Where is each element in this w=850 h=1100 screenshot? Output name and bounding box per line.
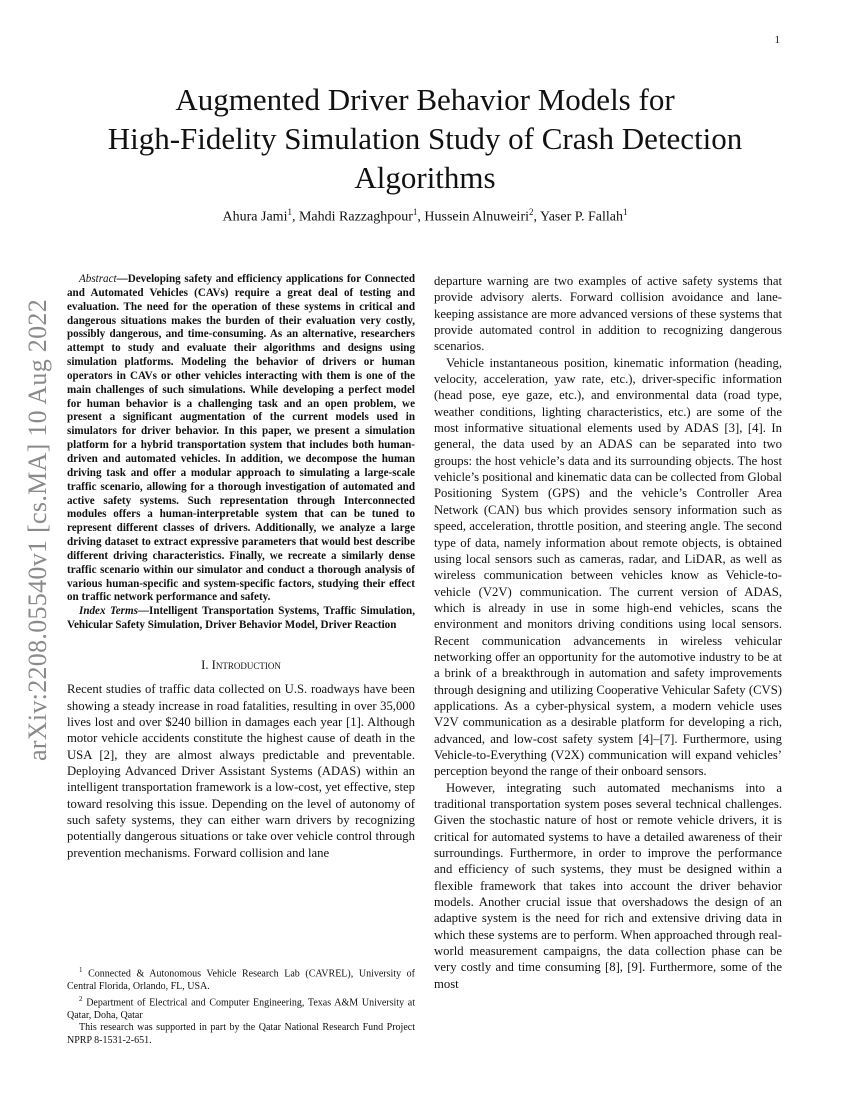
title-line: Augmented Driver Behavior Models for: [175, 82, 675, 117]
arxiv-identifier: arXiv:2208.05540v1 [cs.MA] 10 Aug 2022: [23, 298, 52, 762]
affiliation-mark: 2: [529, 207, 534, 217]
footnote-text: Connected & Autonomous Vehicle Research Lab (CAVREL), University of Central Florida, Orlando, FL, USA.: [67, 968, 415, 992]
footnote: [67, 964, 415, 993]
abstract-text: —Developing safety and efficiency applications for Connected and Automated Vehicles (CAVs) require a great deal of testing and evaluation. The need for the operation of these systems in critical and dangerous situations makes the burden of their evaluation very costly, possibly dangerous, and time-consuming. As an alternative, researchers attempt to study and evaluate their algorithms and designs using simulation platforms. Modeling the behavior of drivers or human operators in CAVs or other vehicles interacting with them is one of the main challenges of such simulations. While developing a perfect model for human behavior is a challenging task and an open problem, we present a significant augmentation of the current models used in simulators for driver behavior. In this paper, we present a simulation platform for a hybrid transportation system that includes both human-driven and automated vehicles. In addition, we decompose the human driving task and offer a modular approach to simulating a large-scale traffic scenario, allowing for a thorough investigation of automated and active safety systems. Such representation through Interconnected modules offers a human-interpretable system that can be tuned to represent different classes of drivers. Additionally, we analyze a large driving dataset to extract expressive parameters that would best describe different driving characteristics. Finally, we recreate a similarly dense traffic scenario within our simulator and conduct a thorough analysis of various human-specific and system-specific factors, studying their effect on traffic network performance and safety.: [67, 273, 415, 604]
body-paragraph: Recent studies of traffic data collected on U.S. roadways have been showing a steady increase in road fatalities, resulting in over 35,000 lives lost and over $240 billion in damages each year [1]. Although motor vehicle accidents constitute the highest cause of death in the USA [2], they are almost always predictable and preventable. Deploying Advanced Driver Assistant Systems (ADAS) within an intelligent transportation framework is a low-cost, yet effective, step toward resolving this issue. Depending on the level of autonomy of such safety systems, they can either warn drivers by recognizing potentially dangerous situations or take over vehicle control through prevention mechanisms. Forward collision and lane: [67, 682, 415, 860]
author-name: Ahura Jami: [222, 209, 288, 225]
title-line: Algorithms: [354, 160, 496, 195]
section-heading: [67, 657, 415, 673]
body-paragraph: departure warning are two examples of active safety systems that provide advisory alerts. Forward collision avoidance and lane-keeping assistance are more advanced versions of these systems that provide automated control in addition to recognizing dangerous scenarios.: [434, 274, 782, 354]
left-column: [67, 273, 415, 861]
index-terms: [67, 605, 415, 633]
footnote-text: Department of Electrical and Computer Engineering, Texas A&M University at Qatar, Doha, Qatar: [67, 997, 415, 1021]
author-list: Ahura Jami$^1$, Mahdi Razzaghpour$^1$, Hussein Alnuweiri$^2$, Yaser P. Fallah$^1$: [222, 207, 628, 225]
title-line: High-Fidelity Simulation Study of Crash Detection: [107, 121, 743, 156]
index-terms-label: Index Terms: [79, 605, 138, 618]
footnote: [67, 993, 415, 1022]
footnotes: [67, 964, 415, 1047]
section-title: Introduction: [211, 657, 281, 672]
affiliation-mark: 1: [287, 207, 292, 217]
affiliation-mark: 1: [622, 207, 628, 217]
body-paragraph: However, integrating such automated mechanisms into a traditional transportation system poses several technical challenges. Given the stochastic nature of host or remote vehicle drivers, it is critical for automated systems to have a detailed awareness of their surroundings. Furthermore, in order to improve the performance and efficiency of such systems, they must be designed within a flexible framework that takes into account the driver behavior models. Another crucial issue that overshadows the design of an adaptive system is the need for rich and extensive driving data in which these systems are to perform. When approached through real-world measurement campaigns, the data collection phase can be very costly and time consuming [8], [9]. Furthermore, some of the most: [434, 780, 782, 991]
abstract: [67, 273, 415, 605]
section-number: I.: [201, 657, 209, 672]
author-name: Hussein Alnuweiri: [424, 209, 529, 225]
arxiv-sidebar: [18, 280, 58, 780]
footnote-mark: 2: [79, 995, 83, 1004]
author-name: Mahdi Razzaghpour: [298, 209, 413, 225]
footnote-mark: 1: [79, 966, 83, 974]
index-terms-text: —Intelligent Transportation Systems, Traffic Simulation, Vehicular Safety Simulation, Driver Behavior Model, Driver Reaction: [67, 605, 415, 632]
affiliation-mark: 1: [412, 207, 418, 217]
page-number: 1: [774, 34, 780, 46]
body-paragraph: Vehicle instantaneous position, kinematic information (heading, velocity, acceleration, yaw rate, etc.), driver-specific information (head pose, eye gaze, etc.), and environmental data (road type, weather conditions, lighting characteristics, etc.) are some of the most informative situational elements used by ADAS [3], [4]. In general, the data used by an ADAS can be separated into two groups: the host vehicle’s data and its surrounding objects. The host vehicle’s positional and kinematic data can be collected from Global Positioning System (GPS) and the vehicle’s Controller Area Network (CAN) bus which provides sensory information such as speed, acceleration, throttle position, and steering angle. The second type of data, namely information about remote objects, is obtained using local sensors such as cameras, radar, and LiDAR, as well as wireless communication between vehicles know as Vehicle-to-vehicle (V2V) communication. The current version of ADAS, which is already in use in some high-end vehicles, scans the environment and monitors driving conditions using local sensors. Recent communication advancements in wireless vehicular networking offer an opportunity for the automotive industry to be at a brink of a breakthrough in automation and safety improvements through designing and utilizing Cooperative Vehicular Safety (CVS) applications. As a cyber-physical system, a modern vehicle uses V2V communication as a desirable platform for developing a rich, advanced, and low-cost safety system [4]–[7]. Furthermore, using Vehicle-to-Everything (V2X) communication will expand vehicles’ perception beyond the range of their onboard sensors.: [434, 355, 782, 779]
paper-title: [70, 80, 780, 197]
footnote: [67, 1022, 415, 1047]
right-column: [434, 273, 782, 992]
author-name: Yaser P. Fallah: [539, 209, 623, 225]
footnote-text: This research was supported in part by the Qatar National Research Fund Project NPRP 8-1531-2-651.: [67, 1022, 415, 1046]
abstract-label: Abstract: [79, 273, 117, 285]
